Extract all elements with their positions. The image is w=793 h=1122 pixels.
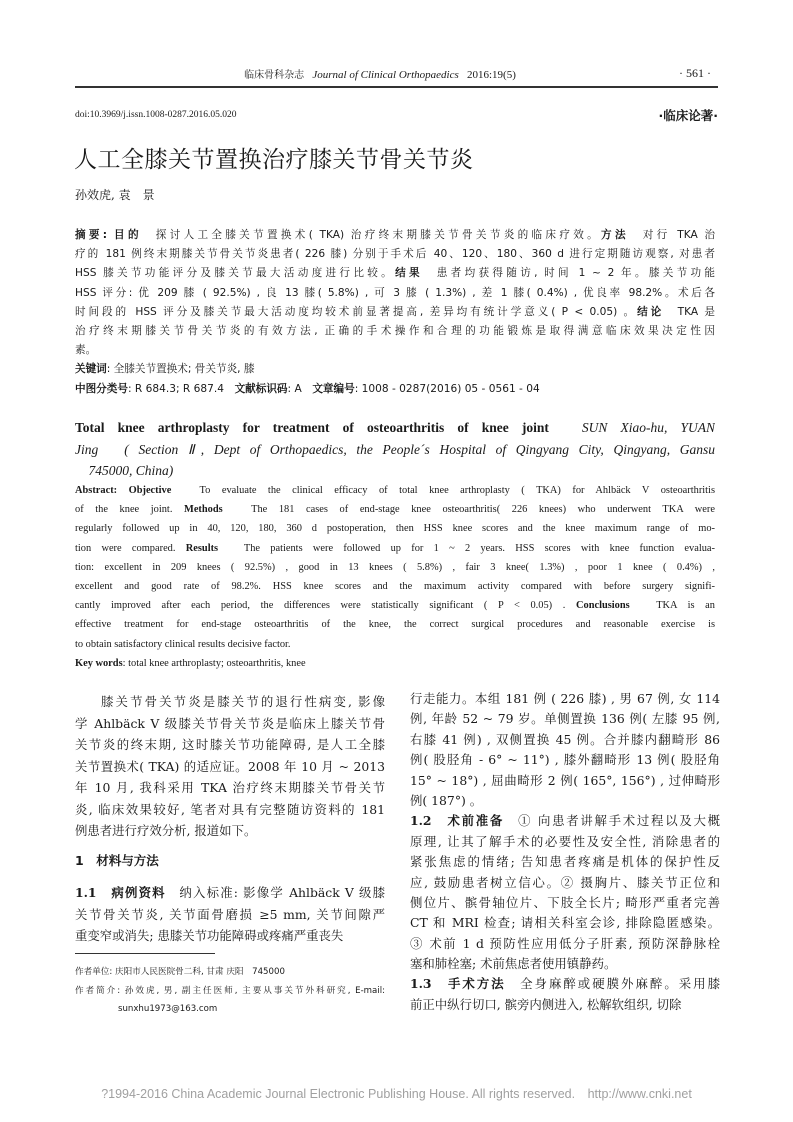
english-authors: SUN Xiao-hu, YUAN bbox=[548, 420, 715, 435]
text-segment: of the knee joint. bbox=[75, 504, 185, 516]
bold-label: Methods bbox=[184, 504, 223, 516]
text-segment: 患者均获得随访, 时间 1 ~ 2 年。膝关节功能 bbox=[422, 267, 715, 280]
bold-label: 1.1 病例资料 bbox=[75, 885, 166, 900]
text-line: 膝关节骨关节炎是膝关节的退行性病变, 影像 bbox=[101, 694, 385, 709]
bold-label: 中图分类号 bbox=[75, 382, 128, 395]
text-line: excellent and good rate of 98.2%. HSS knee scores and the maximum activity compared with before surgery signifi- bbox=[75, 580, 715, 592]
section-heading: 1 材料与方法 bbox=[75, 853, 159, 868]
text-line bbox=[75, 417, 715, 439]
text-line: 例( 187°) 。 bbox=[410, 792, 483, 808]
text-line: ③ 术前 1 d 预防性应用低分子肝素, 预防深静脉栓 bbox=[410, 935, 720, 951]
bold-label: 文献标识码 bbox=[234, 382, 288, 395]
text-segment: 全身麻醉或硬膜外麻醉。采用膝 bbox=[505, 976, 720, 992]
english-title: Total knee arthroplasty for treatment of osteoarthritis of knee joint bbox=[75, 420, 549, 435]
text-line bbox=[410, 811, 720, 831]
bold-label: 结论 bbox=[637, 305, 665, 318]
body-right bbox=[410, 689, 720, 1015]
text-line: sunxhu1973@163.com bbox=[75, 1004, 218, 1014]
bold-label: 1.3 手术方法 bbox=[410, 976, 506, 992]
text-line bbox=[75, 303, 715, 322]
text-segment: TKA is an bbox=[629, 600, 715, 612]
text-line: 紧张焦虑的情绪; 告知患者疼痛是机体的保护性反 bbox=[410, 854, 720, 870]
text-line: 745000, China) bbox=[75, 463, 174, 478]
page-title: 人工全膝关节置换治疗膝关节骨关节炎 bbox=[74, 147, 474, 173]
text-segment: : 全膝关节置换术; 骨关节炎, 膝 bbox=[106, 363, 255, 376]
text-line: to obtain satisfactory clinical results decisive factor. bbox=[75, 638, 291, 650]
bold-label: 文章编号 bbox=[312, 382, 355, 395]
text-segment: TKA 是 bbox=[664, 305, 715, 318]
body-left-1-1 bbox=[75, 882, 385, 947]
text-segment: 时间段的 HSS 评分及膝关节最大活动度均较术前显著提高, 差异均有统计学意义( P < 0.05) 。 bbox=[75, 305, 638, 318]
text-line: effective treatment for end-stage osteoarthritis of the knee, the correct surgical procedures and reasonable exercise is bbox=[75, 619, 715, 631]
body-left-intro bbox=[75, 691, 385, 842]
text-line bbox=[75, 500, 715, 519]
text-line: CT 和 MRI 检查; 请相关科室会诊, 排除隐匿感染。 bbox=[410, 915, 720, 931]
text-line bbox=[75, 380, 715, 399]
bold-label: 方法 bbox=[601, 229, 629, 241]
bold-label: Key words bbox=[75, 657, 123, 669]
text-line: tion: excellent in 209 knees ( 92.5%) , good in 13 knees ( 5.8%) , fair 3 knee( 1.3%) , poor 1 knee ( 0.4%) , bbox=[75, 561, 715, 573]
text-line: 前正中纵行切口, 髌旁内侧进入, 松解软组织, 切除 bbox=[410, 996, 682, 1012]
text-segment: : A bbox=[287, 382, 313, 395]
journal-issue: 2016:19(5) bbox=[466, 69, 516, 81]
text-line: 塞和肺栓塞; 术前焦虑者使用镇静药。 bbox=[410, 956, 617, 972]
text-segment: : total knee arthroplasty; osteoarthritis, knee bbox=[122, 657, 306, 669]
text-line: 疗的 181 例终末期膝关节骨关节炎患者( 226 膝) 分别于手术后 40、120、180、360 d 进行定期随访观察, 对患者 bbox=[75, 248, 715, 261]
text-segment: 纳入标准: 影像学 Ahlbäck V 级膝 bbox=[165, 885, 385, 900]
footnote-rule bbox=[75, 953, 215, 954]
text-line: HSS 评分: 优 209 膝 ( 92.5%) , 良 13 膝( 5.8%) , 可 3 膝 ( 1.3%) , 差 1 膝( 0.4%) , 优良率 98.2%。术后各 bbox=[75, 286, 715, 299]
text-line: 例患者进行疗效分析, 报道如下。 bbox=[75, 823, 257, 838]
text-segment: 对行 TKA 治 bbox=[628, 229, 715, 241]
text-line bbox=[75, 481, 715, 500]
authors: 孙效虎, 袁 景 bbox=[75, 188, 155, 202]
footnotes bbox=[75, 963, 385, 1019]
bold-label: 关键词 bbox=[75, 363, 107, 376]
text-segment: The 181 cases of end-stage knee osteoarthritis( 226 knees) who underwent TKA were bbox=[222, 504, 715, 516]
copyright-footer: ?1994-2016 China Academic Journal Electronic Publishing House. All rights reserved. http://www.cnki.net bbox=[101, 1087, 692, 1101]
bold-label: Conclusions bbox=[576, 600, 630, 612]
bold-label: 摘要: 目的 bbox=[75, 229, 142, 241]
text-segment: The patients were followed up for 1 ~ 2 years. HSS scores with knee function evalua- bbox=[218, 542, 715, 554]
bold-label: 1.2 术前准备 bbox=[410, 813, 504, 829]
text-line: 素。 bbox=[75, 344, 97, 357]
abstract-cn bbox=[75, 226, 715, 399]
abstract-en bbox=[75, 481, 715, 673]
page-number: · 561 · bbox=[679, 66, 711, 80]
text-line: 年 10 月, 我科采用 TKA 治疗终末期膝关节骨关节 bbox=[75, 780, 385, 795]
text-line bbox=[75, 360, 715, 379]
text-line: 行走能力。本组 181 例 ( 226 膝) , 男 67 例, 女 114 bbox=[410, 691, 720, 706]
text-line: 炎, 临床效果较好, 笔者对具有完整随访资料的 181 bbox=[75, 801, 385, 817]
text-line bbox=[410, 974, 720, 994]
text-line: 例( 股胫角 - 6° ~ 11°) , 膝外翻畸形 13 例( 股胫角 bbox=[410, 752, 720, 768]
text-segment: tion were compared. bbox=[75, 542, 186, 554]
text-segment: cantly improved after each period, the differences were statistically significant ( P < 0.05) . bbox=[75, 600, 576, 612]
text-line bbox=[75, 264, 715, 283]
text-segment: ① 向患者讲解手术过程以及大概 bbox=[504, 813, 720, 829]
journal-name-en: Journal of Clinical Orthopaedics bbox=[312, 69, 459, 81]
bold-label: Abstract: Objective bbox=[75, 485, 172, 496]
text-line: 应, 鼓励患者树立信心。② 摄胸片、膝关节正位和 bbox=[410, 874, 720, 890]
bold-label: 结果 bbox=[395, 267, 423, 280]
text-line: 治疗终末期膝关节骨关节炎的有效方法, 正确的手术操作和合理的功能锻炼是取得满意临床效果决定性因 bbox=[75, 324, 715, 337]
journal-name-cn: 临床骨科杂志 bbox=[244, 70, 305, 81]
text-line: 15° ~ 18°) , 屈曲畸形 2 例( 165°, 156°) , 过伸畸形 bbox=[410, 772, 720, 788]
text-segment: To evaluate the clinical efficacy of total knee arthroplasty ( TKA) for Ahlbäck V osteoarthritis bbox=[171, 485, 715, 496]
column-label: ·临床论著· bbox=[658, 108, 718, 123]
text-line bbox=[75, 596, 715, 615]
header-rule bbox=[75, 86, 718, 88]
text-segment: HSS 膝关节功能评分及膝关节最大活动度进行比较。 bbox=[75, 267, 396, 280]
bold-label: Results bbox=[185, 542, 219, 554]
text-line: 作者单位: 庆阳市人民医院骨二科, 甘肃 庆阳 745000 bbox=[75, 967, 285, 977]
text-line bbox=[75, 654, 715, 673]
text-line: 作者简介: 孙效虎, 男, 副主任医师, 主要从事关节外科研究, E-mail: bbox=[75, 985, 385, 996]
text-line: 侧位片、髌骨轴位片、下肢全长片; 畸形严重者完善 bbox=[410, 894, 720, 910]
text-line bbox=[75, 539, 715, 558]
text-line: 关节骨关节炎, 关节面骨磨损 ≥5 mm, 关节间隙严 bbox=[75, 906, 385, 922]
doi: doi:10.3969/j.issn.1008-0287.2016.05.020 bbox=[75, 110, 237, 120]
text-segment: : 1008 - 0287(2016) 05 - 0561 - 04 bbox=[354, 382, 540, 395]
text-line: 原理, 让其了解手术的必要性及安全性, 消除患者的 bbox=[410, 833, 720, 849]
text-line: 右膝 41 例) , 双侧置换 45 例。合并膝内翻畸形 86 bbox=[410, 731, 720, 747]
text-segment: 探讨人工全膝关节置换术( TKA) 治疗终末期膝关节骨关节炎的临床疗效。 bbox=[141, 229, 602, 241]
text-line: 关节置换术( TKA) 的适应证。2008 年 10 月 ~ 2013 bbox=[75, 758, 385, 774]
running-header bbox=[200, 66, 560, 81]
text-line: 关节炎的终末期, 这时膝关节功能障碍, 是人工全膝 bbox=[75, 737, 385, 752]
english-title-block bbox=[75, 417, 715, 482]
text-segment: : R 684.3; R 687.4 bbox=[127, 382, 235, 395]
text-line: 例, 年龄 52 ~ 79 岁。单侧置换 136 例( 左膝 95 例, bbox=[410, 711, 720, 727]
text-line bbox=[75, 226, 715, 245]
text-line: Jing ( Section Ⅱ, Dept of Orthopaedics, the People´s Hospital of Qingyang City, Qingyang, Gansu bbox=[75, 441, 715, 457]
text-line: 学 Ahlbäck V 级膝关节骨关节炎是临床上膝关节骨 bbox=[75, 715, 385, 731]
text-line: regularly followed up in 40, 120, 180, 360 d postoperation, then HSS knee scores and the knee maximum range of mo- bbox=[75, 523, 715, 535]
text-line: 重变窄或消失; 患膝关节功能障碍或疼痛严重丧失 bbox=[75, 928, 344, 943]
text-line bbox=[75, 882, 385, 904]
